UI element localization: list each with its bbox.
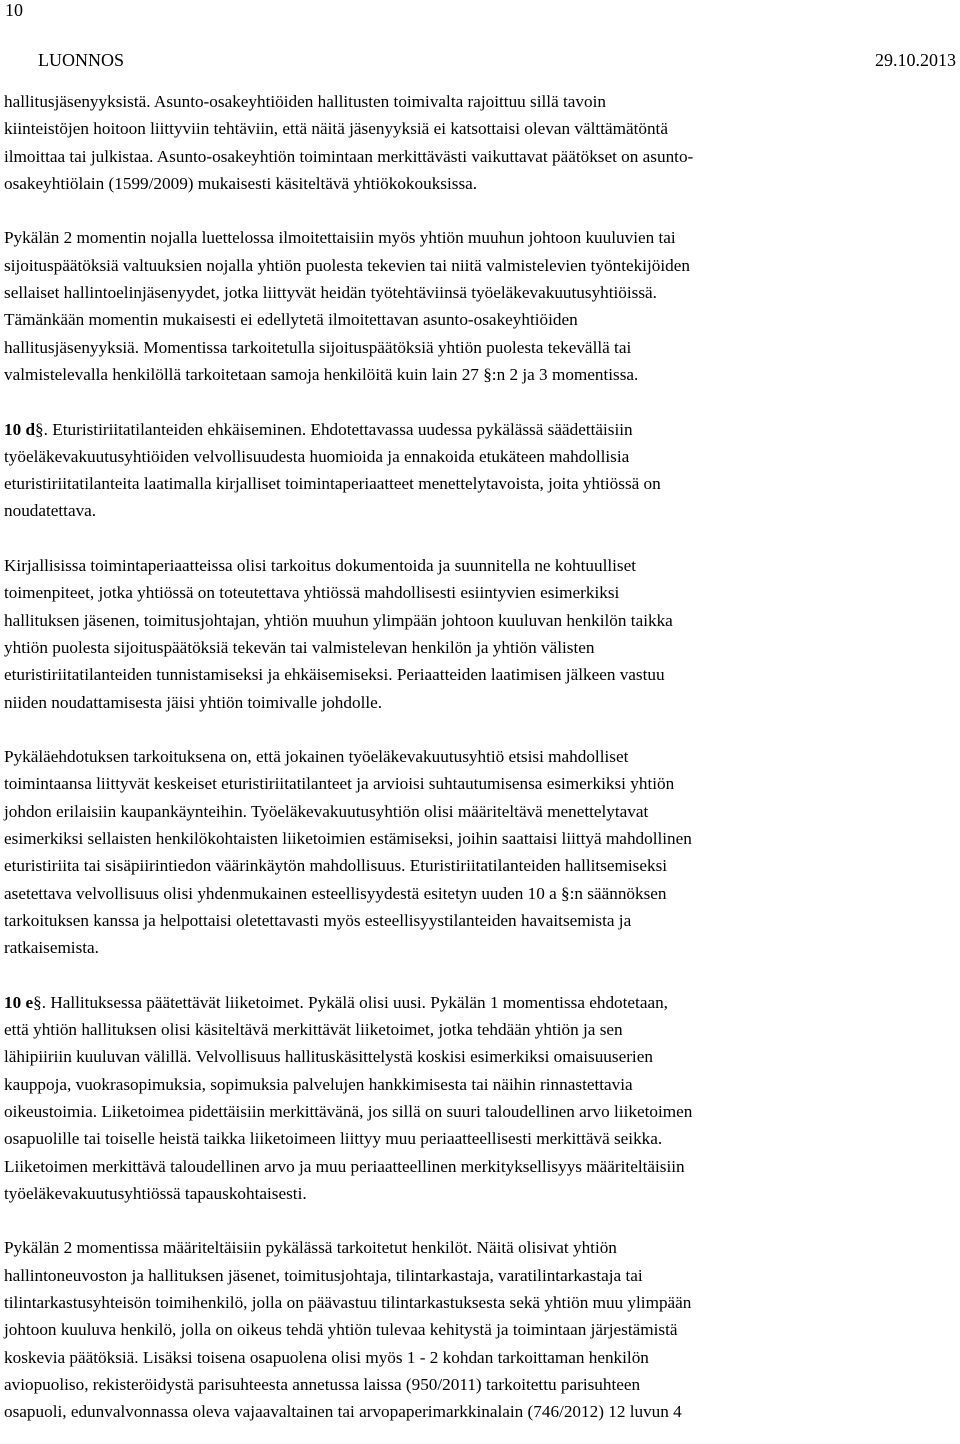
text-line: eturistiriitatilanteita laatimalla kirjalliset toimintaperiaatteet menettelytavoista, joita yhtiössä on: [4, 474, 661, 494]
paragraph: [4, 224, 956, 388]
text-line: tarkoituksen kanssa ja helpottaisi oletettavasti myös esteellisyystilanteiden havaitsemista ja: [4, 910, 632, 930]
text-line: [4, 416, 956, 443]
text-line: lähipiiriin kuuluvan välillä. Velvollisuus hallituskäsittelystä koskisi esimerkiksi omaisuuserien: [4, 1047, 653, 1067]
text-line: tilintarkastusyhteisön toimihenkilö, jolla on päävastuu tilintarkastuksesta sekä yhtiön muu ylimpään: [4, 1293, 692, 1313]
paragraph: [4, 88, 956, 197]
text-line: eturistiriitatilanteiden tunnistamiseksi ja ehkäisemiseksi. Periaatteiden laatimisen jälkeen vastuu: [4, 665, 665, 685]
text-line: koskevia päätöksiä. Lisäksi toisena osapuolena olisi myös 1 - 2 kohdan tarkoittaman henkilön: [4, 1347, 649, 1367]
text-line: aviopuoliso, rekisteröidystä parisuhteesta annetussa laissa (950/2011) tarkoitettu parisuhteen: [4, 1374, 641, 1394]
paragraph: [4, 1234, 956, 1425]
text-line: Pykälän 2 momentin nojalla luettelossa ilmoitettaisiin myös yhtiön muuhun johtoon kuuluvien tai: [4, 228, 676, 248]
text-line: esimerkiksi sellaisten henkilökohtaisten liiketoimien estämiseksi, joihin saattaisi liittyä mahdollinen: [4, 829, 692, 849]
text-line: oikeustoimia. Liiketoimea pidettäisiin merkittävänä, jos sillä on suuri taloudellinen arvo liiketoimen: [4, 1101, 693, 1121]
text-line: osapuolille tai toiselle heistä taikka liiketoimeen liittyy muu periaatteellisesti merkittävä seikka.: [4, 1129, 663, 1149]
text-line: Liiketoimen merkittävä taloudellinen arvo ja muu periaatteellinen merkityksellisyys määriteltäisiin: [4, 1156, 685, 1176]
text-line: ilmoittaa tai julkistaa. Asunto-osakeyhtiön toimintaan merkittävästi vaikuttavat päätökset on asunto-: [4, 146, 694, 166]
paragraph: [4, 743, 956, 961]
text-line: asetettava velvollisuus olisi yhdenmukainen esteellisyydestä esitetyn uuden 10 a §:n säännöksen: [4, 883, 667, 903]
text-line: hallituksen jäsenen, toimitusjohtajan, yhtiön muuhun ylimpään johtoon kuuluvan henkilön taikka: [4, 610, 673, 630]
document-body: [4, 88, 956, 1426]
text-line: että yhtiön hallituksen olisi käsiteltävä merkittävät liiketoimet, jotka tehdään yhtiön ja sen: [4, 1020, 623, 1040]
text-line: niiden noudattamisesta jäisi yhtiön toimivalle johdolle.: [4, 692, 383, 712]
text-line: johdon erilaisiin kaupankäynteihin. Työeläkevakuutusyhtiön olisi määriteltävä menettelytavat: [4, 801, 649, 821]
paragraph: [4, 416, 956, 525]
text-line: Pykälän 2 momentissa määriteltäisiin pykälässä tarkoitetut henkilöt. Näitä olisivat yhtiön: [4, 1238, 617, 1258]
draft-label: LUONNOS: [38, 50, 125, 70]
text-line: Kirjallisissa toimintaperiaatteissa olisi tarkoitus dokumentoida ja suunnitella ne kohtuulliset: [4, 556, 637, 576]
text-line: eturistiriita tai sisäpiirintiedon väärinkäytön mahdollisuus. Eturistiriitatilanteiden hallitsemiseksi: [4, 856, 668, 876]
paragraph: [4, 989, 956, 1207]
document-date: 29.10.2013: [875, 50, 956, 70]
text-line: noudatettava.: [4, 501, 97, 521]
section-number: 10 e: [4, 992, 34, 1012]
paragraph: [4, 552, 956, 716]
text-line: johtoon kuuluva henkilö, jolla on oikeus tehdä yhtiön tulevaa kehitystä ja toimintaan järjestämistä: [4, 1320, 678, 1340]
text-line: [4, 989, 956, 1016]
text-line: sellaiset hallintoelinjäsenyydet, jotka liittyvät heidän työtehtäviinsä työeläkevakuutusyhtiöissä.: [4, 283, 657, 303]
text-line: hallitusjäsenyyksiä. Momentissa tarkoitetulla sijoituspäätöksiä yhtiön puolesta tekevällä tai: [4, 337, 632, 357]
text-line: Tämänkään momentin mukaisesti ei edellytetä ilmoitettavan asunto-osakeyhtiöiden: [4, 310, 578, 330]
text-line: Pykäläehdotuksen tarkoituksena on, että jokainen työeläkevakuutusyhtiö etsisi mahdolliset: [4, 747, 629, 767]
text-line: sijoituspäätöksiä valtuuksien nojalla yhtiön puolesta tekevien tai niitä valmistelevien työntekijöiden: [4, 255, 690, 275]
text-line: kiinteistöjen hoitoon liittyviin tehtäviin, että näitä jäsenyyksiä ei katsottaisi olevan välttämätöntä: [4, 119, 668, 139]
text-line: työeläkevakuutusyhtiöiden velvollisuudesta huomioida ja ennakoida etukäteen mahdollisia: [4, 446, 630, 466]
text-line: hallintoneuvoston ja hallituksen jäsenet, toimitusjohtaja, tilintarkastaja, varatilintarkastaja tai: [4, 1265, 643, 1285]
text-line: toimenpiteet, jotka yhtiössä on toteutettava yhtiössä mahdollisesti esiintyvien esimerkiksi: [4, 583, 620, 603]
text-line: yhtiön puolesta sijoituspäätöksiä tekevän tai valmistelevan henkilön ja yhtiön välisten: [4, 637, 595, 657]
page-number: 10: [5, 0, 23, 20]
text-line: osapuoli, edunvalvonnassa oleva vajaavaltainen tai arvopaperimarkkinalain (746/2012) 12 luvun 4: [4, 1402, 682, 1422]
text-line: toimintaansa liittyvät keskeiset eturistiriitatilanteet ja arvioisi suhtautumisensa esimerkiksi yhtiön: [4, 774, 675, 794]
text-line: osakeyhtiölain (1599/2009) mukaisesti käsiteltävä yhtiökokouksissa.: [4, 173, 478, 193]
page-header: [38, 46, 956, 74]
section-number: 10 d: [4, 419, 36, 439]
text-line: ratkaisemista.: [4, 938, 99, 958]
text-line: hallitusjäsenyyksistä. Asunto-osakeyhtiöiden hallitusten toimivalta rajoittuu sillä tavoin: [4, 92, 606, 111]
text-line-rest: §. Eturistiriitatilanteiden ehkäiseminen. Ehdotettavassa uudessa pykälässä säädettäisiin: [35, 419, 633, 439]
text-line: valmistelevalla henkilöllä tarkoitetaan samoja henkilöitä kuin lain 27 §:n 2 ja 3 momentissa.: [4, 364, 639, 384]
text-line: työeläkevakuutusyhtiössä tapauskohtaisesti.: [4, 1183, 307, 1203]
text-line: kauppoja, vuokrasopimuksia, sopimuksia palvelujen hankkimisesta tai näihin rinnastettavia: [4, 1074, 633, 1094]
text-line-rest: §. Hallituksessa päätettävät liiketoimet. Pykälä olisi uusi. Pykälän 1 momentissa ehdotetaan,: [33, 992, 668, 1012]
